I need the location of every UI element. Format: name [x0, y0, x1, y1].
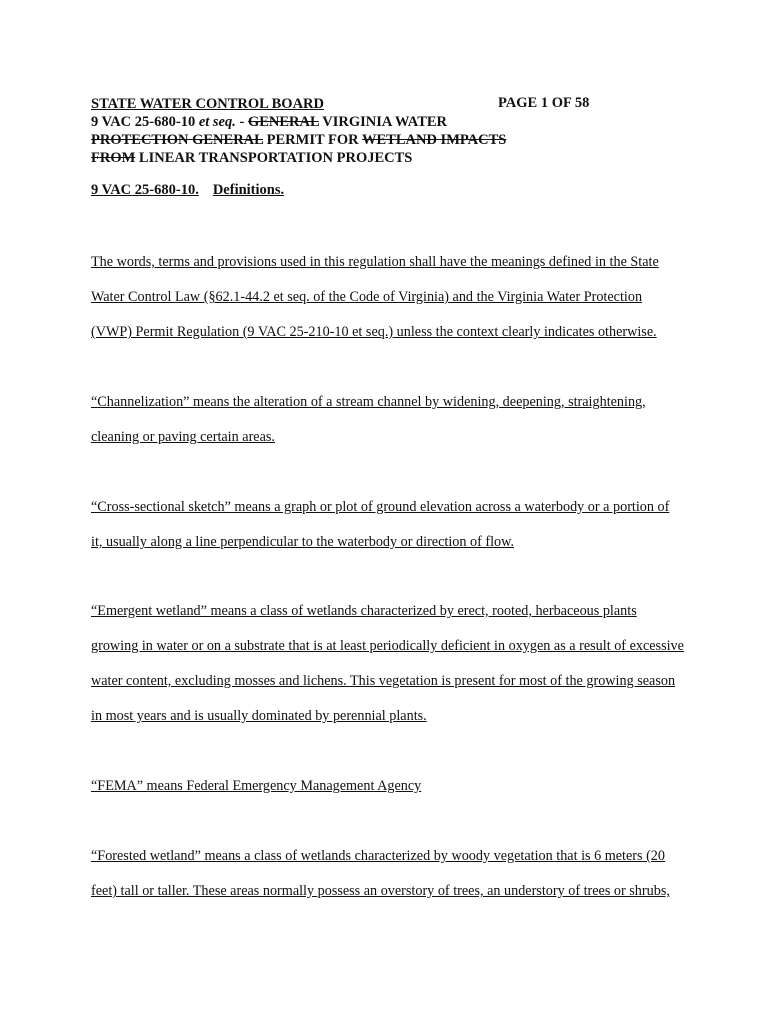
title-permit-for: PERMIT FOR	[263, 132, 362, 148]
paragraph-intro	[91, 245, 681, 350]
paragraph-line: “FEMA” means Federal Emergency Management Agency	[91, 778, 422, 794]
definition-channelization	[91, 385, 681, 455]
section-heading	[91, 182, 284, 199]
et-seq: et seq.	[198, 114, 236, 130]
definition-cross-sectional-sketch	[91, 490, 681, 560]
board-title	[91, 95, 324, 113]
regulation-title-line-3	[91, 131, 506, 149]
paragraph-line: Water Control Law (§62.1-44.2 et seq. of the Code of Virginia) and the Virginia Water Protection	[91, 289, 643, 305]
section-title: Definitions.	[212, 182, 285, 198]
paragraph-line: feet) tall or taller. These areas normally possess an overstory of trees, an understory of trees or shrubs,	[91, 883, 670, 899]
struck-wetland-impacts: WETLAND IMPACTS	[362, 132, 507, 148]
definition-forested-wetland	[91, 839, 681, 909]
paragraph-line: cleaning or paving certain areas.	[91, 429, 275, 445]
paragraph-line: growing in water or on a substrate that is at least periodically deficient in oxygen as a result of excessive	[91, 638, 684, 654]
regulation-title-line-2	[91, 113, 447, 131]
struck-general: GENERAL	[247, 114, 319, 130]
definition-fema	[91, 769, 681, 804]
paragraph-line: “Emergent wetland” means a class of wetlands characterized by erect, rooted, herbaceous plants	[91, 603, 637, 619]
board-name: STATE WATER CONTROL BOARD	[91, 96, 324, 112]
title-linear-projects: LINEAR TRANSPORTATION PROJECTS	[135, 150, 413, 166]
paragraph-line: The words, terms and provisions used in this regulation shall have the meanings defined in the State	[91, 254, 659, 270]
definition-emergent-wetland	[91, 594, 684, 734]
page-number: PAGE 1 OF 58	[498, 95, 590, 111]
regulation-title-line-4	[91, 149, 412, 167]
title-dash: -	[235, 114, 248, 130]
paragraph-line: “Channelization” means the alteration of a stream channel by widening, deepening, straightening,	[91, 394, 646, 410]
section-number: 9 VAC 25-680-10.	[91, 182, 199, 198]
paragraph-line: in most years and is usually dominated by perennial plants.	[91, 708, 427, 724]
paragraph-line: (VWP) Permit Regulation (9 VAC 25-210-10 et seq.) unless the context clearly indicates otherwise.	[91, 324, 657, 340]
paragraph-line: “Cross-sectional sketch” means a graph or plot of ground elevation across a waterbody or a portion of	[91, 499, 670, 515]
title-virginia-water: VIRGINIA WATER	[318, 114, 448, 130]
paragraph-line: water content, excluding mosses and lichens. This vegetation is present for most of the growing season	[91, 673, 676, 689]
paragraph-line: it, usually along a line perpendicular to the waterbody or direction of flow.	[91, 534, 514, 550]
regulation-number: 9 VAC 25-680-10	[91, 114, 199, 130]
struck-from: FROM	[91, 150, 136, 166]
paragraph-line: “Forested wetland” means a class of wetlands characterized by woody vegetation that is 6 meters (20	[91, 848, 665, 864]
struck-protection-general: PROTECTION GENERAL	[91, 132, 264, 148]
